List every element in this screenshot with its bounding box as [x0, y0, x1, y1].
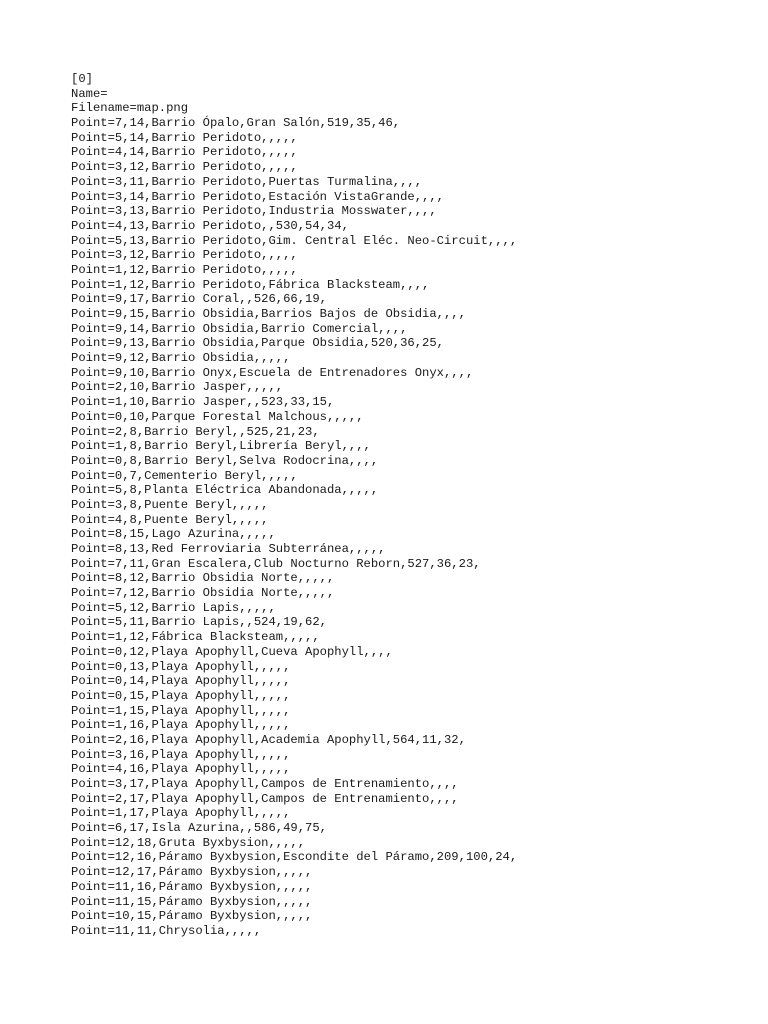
map-config-text	[71, 72, 517, 939]
point-entry: Point=11,15,Páramo Byxbysion,,,,,	[71, 894, 313, 909]
point-entry: Point=10,15,Páramo Byxbysion,,,,,	[71, 909, 313, 924]
point-entry: Point=5,13,Barrio Peridoto,Gim. Central Eléc. Neo-Circuit,,,,	[71, 233, 518, 248]
point-entry: Point=3,12,Barrio Peridoto,,,,,	[71, 160, 298, 175]
point-entry: Point=4,16,Playa Apophyll,,,,,	[71, 762, 291, 777]
point-entry: Point=0,8,Barrio Beryl,Selva Rodocrina,,,,	[71, 453, 379, 468]
point-entry: Point=7,12,Barrio Obsidia Norte,,,,,	[71, 586, 335, 601]
point-entry: Point=1,8,Barrio Beryl,Librería Beryl,,,,	[71, 439, 371, 454]
point-entry: Point=2,10,Barrio Jasper,,,,,	[71, 380, 284, 395]
point-entry: Point=9,10,Barrio Onyx,Escuela de Entrenadores Onyx,,,,	[71, 365, 474, 380]
point-entry: Point=6,17,Isla Azurina,,586,49,75,	[71, 821, 327, 836]
point-entry: Point=0,13,Playa Apophyll,,,,,	[71, 659, 291, 674]
point-entry: Point=3,8,Puente Beryl,,,,,	[71, 497, 269, 512]
point-entry: Point=12,16,Páramo Byxbysion,Escondite del Páramo,209,100,24,	[71, 850, 518, 865]
point-entry: Point=9,14,Barrio Obsidia,Barrio Comercial,,,,	[71, 321, 408, 336]
point-entry: Point=5,11,Barrio Lapis,,524,19,62,	[71, 615, 327, 630]
point-entry: Point=4,14,Barrio Peridoto,,,,,	[71, 145, 298, 160]
point-entry: Point=0,10,Parque Forestal Malchous,,,,,	[71, 409, 364, 424]
filename-field: Filename=map.png	[71, 101, 189, 116]
point-entry: Point=8,13,Red Ferroviaria Subterránea,,,,,	[71, 542, 386, 556]
point-entry: Point=12,18,Gruta Byxbysion,,,,,	[71, 835, 306, 850]
point-entry: Point=0,12,Playa Apophyll,Cueva Apophyll,,,,	[71, 644, 393, 659]
point-entry: Point=2,16,Playa Apophyll,Academia Apophyll,564,11,32,	[71, 732, 466, 747]
point-entry: Point=11,11,Chrysolia,,,,,	[71, 923, 262, 938]
point-entry: Point=1,16,Playa Apophyll,,,,,	[71, 718, 291, 733]
point-entry: Point=9,17,Barrio Coral,,526,66,19,	[71, 292, 327, 307]
point-entry: Point=8,12,Barrio Obsidia Norte,,,,,	[71, 571, 335, 586]
point-entry: Point=1,12,Barrio Peridoto,Fábrica Blacksteam,,,,	[71, 277, 430, 292]
point-entry: Point=7,14,Barrio Ópalo,Gran Salón,519,35,46,	[71, 116, 401, 131]
point-entry: Point=1,12,Barrio Peridoto,,,,,	[71, 262, 298, 277]
point-entry: Point=7,11,Gran Escalera,Club Nocturno Reborn,527,36,23,	[71, 556, 481, 571]
point-entry: Point=9,15,Barrio Obsidia,Barrios Bajos de Obsidia,,,,	[71, 307, 466, 321]
point-entry: Point=3,12,Barrio Peridoto,,,,,	[71, 248, 298, 263]
point-entry: Point=1,17,Playa Apophyll,,,,,	[71, 806, 291, 821]
point-entry: Point=1,10,Barrio Jasper,,523,33,15,	[71, 395, 335, 410]
point-entry: Point=4,13,Barrio Peridoto,,530,54,34,	[71, 218, 349, 233]
point-entry: Point=4,8,Puente Beryl,,,,,	[71, 512, 269, 527]
point-entry: Point=3,17,Playa Apophyll,Campos de Entrenamiento,,,,	[71, 777, 459, 791]
point-entry: Point=9,12,Barrio Obsidia,,,,,	[71, 351, 291, 366]
section-header: [0]	[71, 72, 93, 86]
point-entry: Point=8,15,Lago Azurina,,,,,	[71, 527, 276, 542]
point-entry: Point=0,14,Playa Apophyll,,,,,	[71, 674, 291, 689]
point-entry: Point=1,15,Playa Apophyll,,,,,	[71, 703, 291, 718]
point-entry: Point=5,8,Planta Eléctrica Abandonada,,,,,	[71, 483, 379, 498]
point-entry: Point=5,14,Barrio Peridoto,,,,,	[71, 130, 298, 145]
point-entry: Point=11,16,Páramo Byxbysion,,,,,	[71, 879, 313, 894]
point-entry: Point=2,8,Barrio Beryl,,525,21,23,	[71, 424, 320, 439]
point-entry: Point=2,17,Playa Apophyll,Campos de Entrenamiento,,,,	[71, 791, 459, 806]
point-entry: Point=5,12,Barrio Lapis,,,,,	[71, 600, 276, 615]
point-entry: Point=9,13,Barrio Obsidia,Parque Obsidia,520,36,25,	[71, 336, 444, 351]
point-entry: Point=3,16,Playa Apophyll,,,,,	[71, 747, 291, 762]
point-entry: Point=3,11,Barrio Peridoto,Puertas Turmalina,,,,	[71, 174, 423, 189]
point-entry: Point=12,17,Páramo Byxbysion,,,,,	[71, 865, 313, 880]
point-entry: Point=0,7,Cementerio Beryl,,,,,	[71, 468, 298, 483]
name-field: Name=	[71, 86, 108, 101]
point-entry: Point=1,12,Fábrica Blacksteam,,,,,	[71, 630, 320, 645]
point-entry: Point=3,13,Barrio Peridoto,Industria Mosswater,,,,	[71, 204, 437, 219]
point-entry: Point=3,14,Barrio Peridoto,Estación VistaGrande,,,,	[71, 189, 444, 204]
point-entry: Point=0,15,Playa Apophyll,,,,,	[71, 688, 291, 703]
